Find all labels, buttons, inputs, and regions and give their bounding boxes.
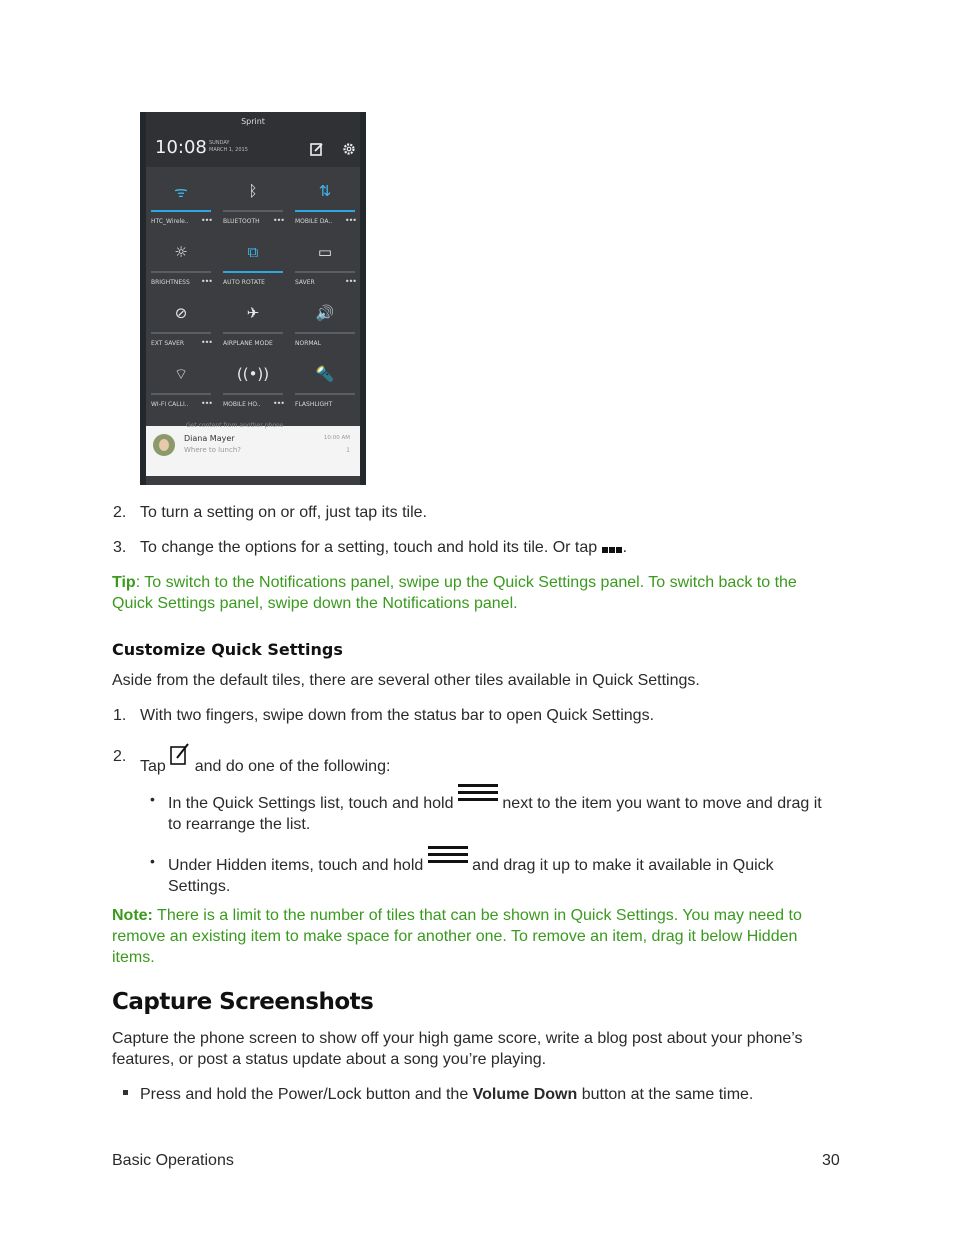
extreme-saver-icon: ⊘ — [174, 304, 188, 322]
notification-time: 10:00 AM — [323, 435, 350, 441]
flashlight-icon: 🔦 — [315, 365, 335, 383]
gear-icon[interactable] — [342, 142, 356, 156]
phone-status-header — [146, 112, 360, 167]
hotspot-icon: ((•)) — [236, 365, 270, 383]
quick-settings-tile[interactable] — [221, 353, 285, 414]
phone-date-full: MARCH 1, 2015 — [209, 147, 248, 153]
step-text: and do one of the following: — [194, 758, 391, 775]
tile-options-icon: ••• — [200, 277, 212, 286]
step-number: 1. — [113, 707, 127, 724]
phone-clock: 10:08 — [155, 137, 207, 158]
bullet-text: button at the same time. — [577, 1086, 754, 1103]
list-item — [168, 780, 836, 833]
quick-settings-tile[interactable] — [221, 292, 285, 353]
mobile-data-icon: ⇅ — [318, 182, 332, 200]
step-text: With two fingers, swipe down from the status bar to open Quick Settings. — [140, 707, 655, 724]
section-heading: Customize Quick Settings — [112, 640, 343, 659]
bullet-dot: • — [150, 791, 155, 807]
quick-settings-tile[interactable] — [149, 353, 213, 414]
notification-ghost-text: Get content from another phone — [186, 422, 284, 429]
tile-options-icon: ••• — [272, 216, 284, 225]
wifi-calling-icon: ⌔ — [173, 365, 189, 383]
edit-icon — [170, 742, 190, 766]
tile-label: NORMAL — [295, 340, 322, 347]
bullet-text: Under Hidden items, touch and hold — [168, 857, 424, 874]
bullet-bold-text: Volume Down — [472, 1086, 578, 1103]
step-number: 2. — [113, 748, 127, 765]
tile-label: EXT SAVER — [151, 340, 185, 347]
footer-section: Basic Operations — [112, 1152, 234, 1169]
bullet-dot: • — [150, 853, 155, 869]
tile-status-bar — [295, 271, 355, 273]
list-item — [168, 842, 808, 895]
notification-message: Where to lunch? — [184, 446, 241, 454]
volume-icon: 🔊 — [315, 304, 335, 322]
tile-label: AUTO ROTATE — [223, 279, 265, 286]
notification-card[interactable] — [146, 422, 360, 476]
quick-settings-tile[interactable] — [221, 231, 285, 292]
tile-label: BRIGHTNESS — [151, 279, 190, 286]
airplane-icon: ✈ — [246, 304, 260, 322]
paragraph: Capture the phone screen to show off your high game score, write a blog post about your phone’s features, or post a status update about a song you’re playing. — [112, 1030, 803, 1068]
page-number: 30 — [822, 1152, 840, 1169]
bullet-text: next to the item you want to move and drag it to rearrange the list. — [168, 795, 822, 833]
tile-options-icon: ••• — [200, 399, 212, 408]
more-options-icon — [602, 538, 623, 559]
list-item — [140, 537, 627, 559]
phone-date — [209, 140, 248, 154]
quick-settings-tile[interactable] — [149, 292, 213, 353]
note-callout — [112, 905, 832, 968]
tile-label: FLASHLIGHT — [295, 401, 333, 408]
paragraph: Aside from the default tiles, there are several other tiles available in Quick Settings. — [112, 672, 700, 689]
bullet-text: and drag it up to make it available in Quick Settings. — [168, 857, 774, 895]
quick-settings-tile[interactable] — [293, 231, 357, 292]
step-text-end: . — [622, 539, 628, 556]
note-label: Note: — [112, 907, 153, 924]
tile-options-icon: ••• — [344, 277, 356, 286]
quick-settings-tile[interactable] — [293, 170, 357, 231]
tile-options-icon: ••• — [200, 338, 212, 347]
step-text: To turn a setting on or off, just tap its tile. — [140, 504, 427, 521]
drag-handle-icon — [428, 842, 468, 864]
tip-text: : To switch to the Notifications panel, swipe up the Quick Settings panel. To switch back to the Quick Settings panel, swipe down the Notifications panel. — [112, 574, 797, 612]
bullet-square — [123, 1090, 128, 1095]
tile-status-bar — [223, 332, 283, 334]
bullet-text: In the Quick Settings list, touch and hold — [168, 795, 454, 812]
tile-status-bar — [151, 210, 211, 212]
tile-label: WI-FI CALLI.. — [151, 401, 189, 408]
step-text: Tap — [140, 758, 166, 775]
tile-status-bar — [223, 271, 283, 273]
step-number: 2. — [113, 504, 127, 521]
tile-label: MOBILE DA.. — [295, 218, 333, 225]
tile-status-bar — [295, 210, 355, 212]
note-text: There is a limit to the number of tiles that can be shown in Quick Settings. You may need to remove an existing item to make space for another one. To remove an item, drag it below Hidden items. — [112, 907, 802, 966]
auto-rotate-icon: ⧉ — [247, 243, 259, 261]
step-number: 3. — [113, 539, 127, 556]
list-item — [113, 502, 126, 523]
tile-label: BLUETOOTH — [223, 218, 260, 225]
tile-options-icon: ••• — [200, 216, 212, 225]
edit-icon[interactable] — [310, 142, 324, 156]
brightness-icon: ☼ — [174, 243, 188, 261]
tile-label: MOBILE HO.. — [223, 401, 261, 408]
quick-settings-screenshot — [140, 112, 366, 485]
tile-status-bar — [151, 271, 211, 273]
section-heading: Capture Screenshots — [112, 989, 374, 1015]
battery-saver-icon: ▭ — [317, 243, 333, 261]
tile-label: SAVER — [295, 279, 315, 286]
step-text: To change the options for a setting, touch and hold its tile. Or tap — [140, 539, 598, 556]
quick-settings-tile[interactable] — [293, 353, 357, 414]
list-item — [140, 742, 391, 775]
bullet-text: Press and hold the Power/Lock button and the — [140, 1086, 473, 1103]
tile-status-bar — [151, 393, 211, 395]
drag-handle-icon — [458, 780, 498, 802]
tile-status-bar — [223, 393, 283, 395]
quick-settings-tile[interactable] — [149, 170, 213, 231]
tile-label: HTC_Wirele.. — [151, 218, 189, 225]
notification-sender: Diana Mayer — [184, 434, 235, 443]
tip-callout — [112, 572, 832, 614]
tile-options-icon: ••• — [344, 216, 356, 225]
notification-count: 1 — [346, 447, 350, 454]
list-item — [140, 1084, 753, 1105]
tile-status-bar — [223, 210, 283, 212]
avatar — [153, 434, 175, 456]
phone-date-day: SUNDAY — [209, 140, 230, 146]
quick-settings-tile[interactable] — [293, 292, 357, 353]
carrier-label: Sprint — [241, 117, 265, 126]
tip-label: Tip — [112, 574, 136, 591]
quick-settings-tile[interactable] — [221, 170, 285, 231]
phone-bezel-right — [360, 112, 366, 485]
bluetooth-icon: ᛒ — [248, 182, 258, 200]
wifi-icon: ᯤ — [174, 183, 188, 201]
quick-settings-tile[interactable] — [149, 231, 213, 292]
tile-options-icon: ••• — [272, 399, 284, 408]
tile-status-bar — [151, 332, 211, 334]
tile-status-bar — [295, 393, 355, 395]
tile-label: AIRPLANE MODE — [223, 340, 273, 347]
tile-status-bar — [295, 332, 355, 334]
